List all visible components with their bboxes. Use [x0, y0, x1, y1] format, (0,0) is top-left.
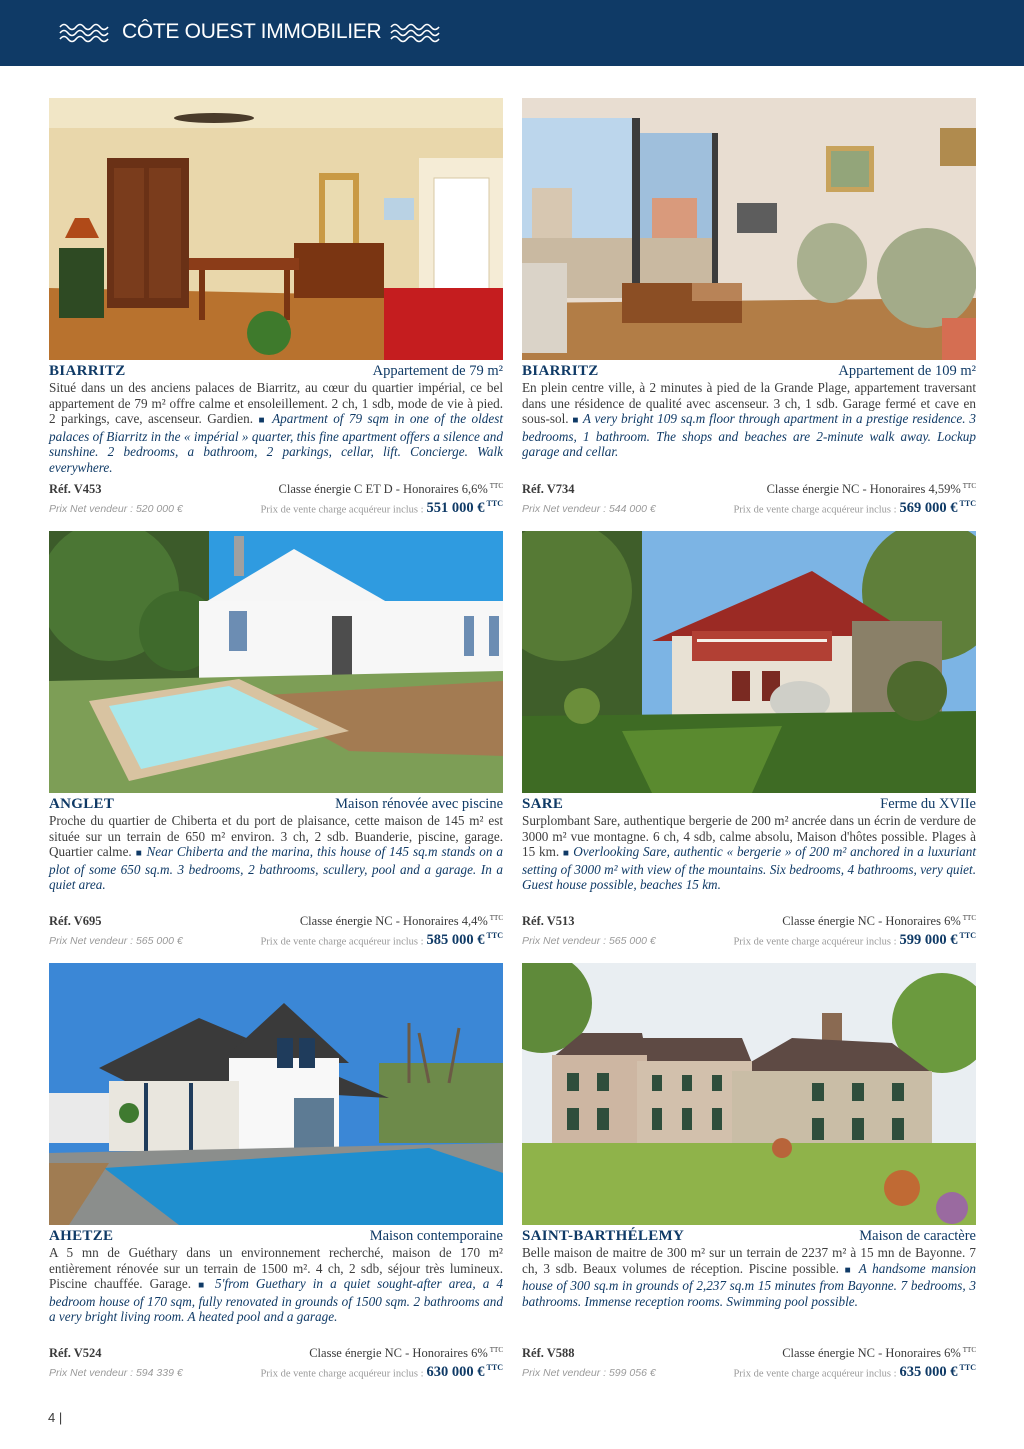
- price-label: Prix de vente charge acquéreur inclus :: [260, 1368, 424, 1380]
- page-number: 4 |: [48, 1410, 63, 1425]
- sale-price-block: Prix de vente charge acquéreur inclus : 599 000 € $^{TTC}$: [733, 931, 976, 949]
- sale-price-block: Prix de vente charge acquéreur inclus : 630 000 € $^{TTC}$: [260, 1363, 503, 1381]
- listing-ref: Réf. V453: [49, 482, 102, 497]
- description-fr: Situé dans un des anciens palaces de Biarritz, au cœur du quartier impérial, ce bel appartement de 79 m² offre calme et ensoleillement. 2 ch, 1 sdb, mode de vie à pied. 2 parkings, cave, ascenseur. Gardien.: [49, 380, 503, 427]
- description-en: A very bright 109 sq.m floor through apartment in a prestige residence. 3 bedrooms, 1 bathroom. The shops and beaches are 2-minute walk away. Lockup garage and cellar.: [522, 411, 977, 460]
- bullet-icon: ■: [572, 415, 579, 427]
- brand: [58, 19, 445, 45]
- energy-class: Classe énergie NC - Honoraires 6% $^{TTC}$: [309, 1346, 503, 1361]
- energy-class: Classe énergie C ET D - Honoraires 6,6% $^{TTC}$: [278, 482, 503, 497]
- energy-class: Classe énergie NC - Honoraires 6% $^{TTC}$: [782, 1346, 976, 1361]
- listing-city: ANGLET: [49, 796, 115, 812]
- listing-type: Appartement de 79 m²: [372, 363, 503, 379]
- listing-city: AHETZE: [49, 1228, 114, 1244]
- listing-ref: Réf. V734: [522, 482, 575, 497]
- listing-description: [522, 380, 976, 460]
- description-fr: A 5 mn de Guéthary dans un environnement recherché, maison de 170 m² entièrement rénovée sur un terrain de 1500 m². 4 ch, 2 sdb, séjour très lumineux. Piscine chauffée. Garage.: [49, 1245, 503, 1292]
- listing-city: BIARRITZ: [522, 363, 599, 379]
- price-label: Prix de vente charge acquéreur inclus :: [733, 936, 897, 948]
- description-fr: Belle maison de maitre de 300 m² sur un terrain de 2237 m² à 15 mn de Bayonne. 7 ch, 3 sdb. Beaux volumes de réception. Piscine possible.: [522, 1245, 976, 1276]
- listing-type: Maison de caractère: [859, 1228, 976, 1244]
- waves-right-icon: [389, 19, 445, 45]
- lounge-photo[interactable]: [522, 98, 976, 360]
- sale-price: 585 000 €: [426, 932, 485, 949]
- energy-class: Classe énergie NC - Honoraires 4,4% $^{TTC}$: [299, 914, 503, 929]
- price-label: Prix de vente charge acquéreur inclus :: [260, 936, 424, 948]
- net-seller-price: Prix Net vendeur : 520 000 €: [49, 503, 183, 516]
- sale-price-block: Prix de vente charge acquéreur inclus : 569 000 € $^{TTC}$: [733, 499, 976, 517]
- description-en: 5'from Guethary in a quiet sought-after area, a 4 bedroom house of 170 sqm, fully renovated in grounds of 1500 sqm. 2 bathrooms and a very bright living room. A heated pool and a garage.: [49, 1276, 504, 1325]
- listing-ref: Réf. V588: [522, 1346, 575, 1361]
- bullet-icon: ■: [198, 1280, 208, 1292]
- description-en: A handsome mansion house of 300 sq.m in grounds of 2,237 sq.m 15 minutes from Bayonne. 7 bedrooms, 3 bathrooms. Immense reception rooms. Swimming pool possible.: [522, 1260, 976, 1309]
- energy-class: Classe énergie NC - Honoraires 4,59% $^{TTC}$: [766, 482, 976, 497]
- contemporary-house-photo[interactable]: [49, 963, 503, 1225]
- bullet-icon: ■: [258, 415, 267, 427]
- listing-card: [522, 531, 976, 951]
- description-en: Apartment of 79 sqm in one of the oldest palaces of Biarritz in the « impérial » quarter, this fine apartment offers a silence and sunshine. 2 bedrooms, a bathroom, 2 parkings, cellar, lift. Concierge. Walk everywhere.: [49, 411, 504, 475]
- listing-description: [522, 813, 976, 893]
- page-header: [0, 0, 1024, 66]
- net-seller-price: Prix Net vendeur : 599 056 €: [522, 1367, 656, 1380]
- pool-house-photo[interactable]: [49, 531, 503, 793]
- sale-price: 551 000 €: [426, 500, 485, 517]
- listing-description: [49, 1245, 503, 1325]
- net-seller-price: Prix Net vendeur : 565 000 €: [522, 935, 656, 948]
- sale-price: 569 000 €: [899, 500, 958, 517]
- listing-city: BIARRITZ: [49, 363, 126, 379]
- listing-card: [522, 98, 976, 518]
- listing-type: Ferme du XVIIe: [880, 796, 976, 812]
- energy-class: Classe énergie NC - Honoraires 6% $^{TTC}$: [782, 914, 976, 929]
- sale-price-block: Prix de vente charge acquéreur inclus : 635 000 € $^{TTC}$: [733, 1363, 976, 1381]
- net-seller-price: Prix Net vendeur : 565 000 €: [49, 935, 183, 948]
- description-fr: En plein centre ville, à 2 minutes à pied de la Grande Plage, appartement traversant dans une résidence de qualité avec ascenseur. 3 ch, 1 sdb. Garage fermé et cave en sous-sol.: [522, 380, 976, 427]
- description-en: Overlooking Sare, authentic « bergerie » of 200 m² anchored in a luxuriant setting of 3000 m² with view of the mountains. Six bedrooms, 4 bathrooms, very quiet. Guest house possible, beaches 15 km.: [522, 844, 977, 893]
- listing-city: SARE: [522, 796, 564, 812]
- sale-price: 630 000 €: [426, 1364, 485, 1381]
- listing-card: [522, 963, 976, 1383]
- listing-ref: Réf. V524: [49, 1346, 102, 1361]
- price-label: Prix de vente charge acquéreur inclus :: [733, 504, 897, 516]
- description-fr: Proche du quartier de Chiberta et du port de plaisance, cette maison de 145 m² est située sur un terrain de 650 m² environ. 3 ch, 2 sdb. Buanderie, piscine, garage. Quartier calme.: [49, 813, 503, 860]
- basque-farm-photo[interactable]: [522, 531, 976, 793]
- listing-ref: Réf. V695: [49, 914, 102, 929]
- price-label: Prix de vente charge acquéreur inclus :: [733, 1368, 897, 1380]
- bullet-icon: ■: [135, 848, 143, 860]
- bullet-icon: ■: [562, 848, 570, 860]
- price-label: Prix de vente charge acquéreur inclus :: [260, 504, 424, 516]
- waves-left-icon: [58, 19, 114, 45]
- listing-card: [49, 531, 503, 951]
- listing-city: SAINT-BARTHÉLEMY: [522, 1228, 685, 1244]
- listing-ref: Réf. V513: [522, 914, 575, 929]
- sale-price-block: Prix de vente charge acquéreur inclus : 585 000 € $^{TTC}$: [260, 931, 503, 949]
- listing-type: Maison contemporaine: [369, 1228, 503, 1244]
- listing-card: [49, 98, 503, 518]
- net-seller-price: Prix Net vendeur : 594 339 €: [49, 1367, 183, 1380]
- listing-description: [522, 1245, 976, 1309]
- bullet-icon: ■: [844, 1264, 854, 1276]
- mansion-photo[interactable]: [522, 963, 976, 1225]
- listing-type: Appartement de 109 m²: [838, 363, 976, 379]
- listing-type: Maison rénovée avec piscine: [335, 796, 503, 812]
- listing-description: [49, 813, 503, 893]
- description-en: Near Chiberta and the marina, this house of 145 sq.m stands on a plot of some 650 sq.m. 3 bedrooms, 2 bathrooms, scullery, pool and a garage. In a quiet area.: [49, 844, 504, 893]
- living-room-photo[interactable]: [49, 98, 503, 360]
- listing-description: [49, 380, 503, 476]
- sale-price: 599 000 €: [899, 932, 958, 949]
- brand-title: CÔTE OUEST IMMOBILIER: [122, 20, 382, 43]
- sale-price-block: Prix de vente charge acquéreur inclus : 551 000 € $^{TTC}$: [260, 499, 503, 517]
- sale-price: 635 000 €: [899, 1364, 958, 1381]
- listing-card: [49, 963, 503, 1383]
- net-seller-price: Prix Net vendeur : 544 000 €: [522, 503, 656, 516]
- description-fr: Surplombant Sare, authentique bergerie de 200 m² ancrée dans un écrin de verdure de 3000 m² vue montagne. 6 ch, 4 sdb, calme absolu, Maison d'hôtes possible. Plages à 15 km.: [522, 813, 976, 860]
